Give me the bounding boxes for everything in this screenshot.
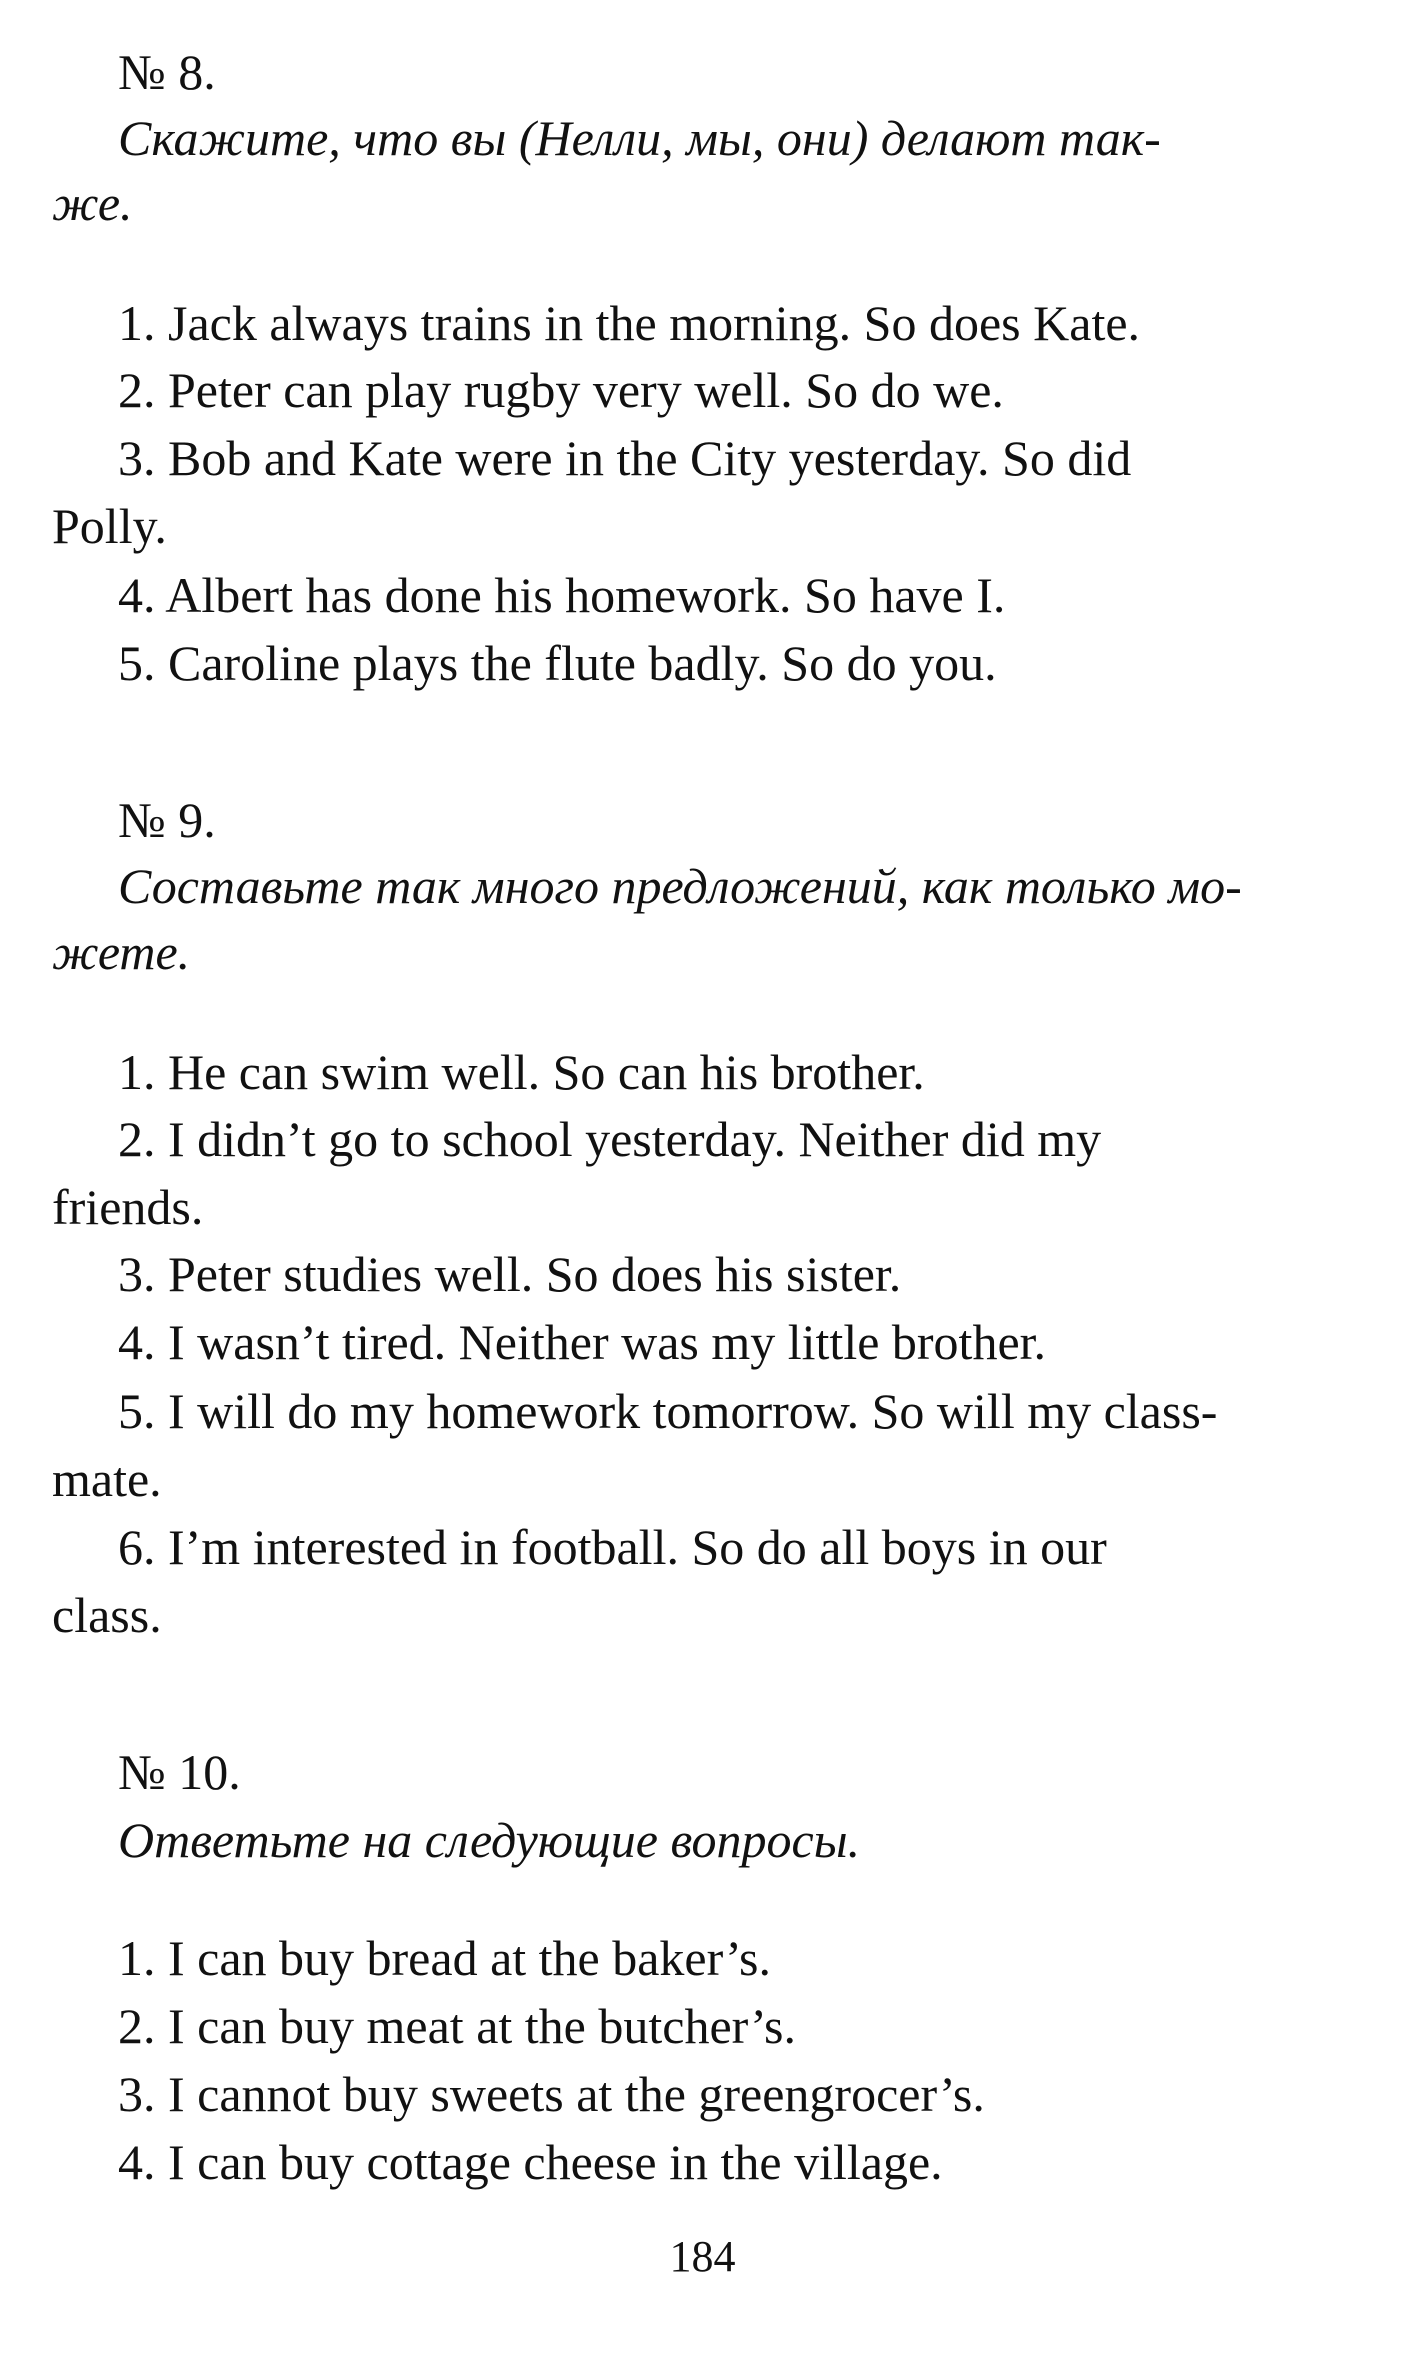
exercise-9-instruction-cont: жете. <box>52 924 191 980</box>
exercise-10-number: № 10. <box>118 1744 241 1800</box>
exercise-8-item: 3. Bob and Kate were in the City yesterday. So did <box>118 430 1132 486</box>
exercise-9-item: 3. Peter studies well. So does his sister. <box>118 1246 902 1302</box>
exercise-9-item: 6. I’m interested in football. So do all boys in our <box>118 1519 1107 1575</box>
exercise-10-item: 2. I can buy meat at the butcher’s. <box>118 1998 797 2054</box>
exercise-9-item: 5. I will do my homework tomorrow. So will my class- <box>118 1383 1218 1439</box>
exercise-10-item: 1. I can buy bread at the baker’s. <box>118 1930 771 1986</box>
exercise-8-item: 4. Albert has done his homework. So have I. <box>118 567 1006 623</box>
exercise-8-instruction-cont: же. <box>52 175 133 231</box>
exercise-9-item-cont: mate. <box>52 1451 162 1507</box>
exercise-9-item-cont: friends. <box>52 1179 204 1235</box>
exercise-10-instruction: Ответьте на следующие вопросы. <box>118 1812 861 1868</box>
exercise-8-instruction: Скажите, что вы (Нелли, мы, они) делают так- <box>118 110 1161 166</box>
exercise-8-item: 5. Caroline plays the flute badly. So do you. <box>118 635 997 691</box>
exercise-9-item: 4. I wasn’t tired. Neither was my little brother. <box>118 1314 1047 1370</box>
exercise-9-number: № 9. <box>118 792 216 848</box>
exercise-9-item-cont: class. <box>52 1587 162 1643</box>
page-number: 184 <box>669 2232 736 2281</box>
exercise-9-instruction: Составьте так много предложений, как только мо- <box>118 858 1242 914</box>
exercise-8-item-cont: Polly. <box>52 498 167 554</box>
exercise-8-item: 2. Peter can play rugby very well. So do we. <box>118 362 1004 418</box>
exercise-9-item: 1. He can swim well. So can his brother. <box>118 1044 925 1100</box>
exercise-8-number: № 8. <box>118 44 216 100</box>
exercise-10-item: 3. I cannot buy sweets at the greengrocer’s. <box>118 2066 985 2122</box>
exercise-10-item: 4. I can buy cottage cheese in the village. <box>118 2134 943 2190</box>
exercise-8-item: 1. Jack always trains in the morning. So does Kate. <box>118 295 1141 351</box>
exercise-9-item: 2. I didn’t go to school yesterday. Neither did my <box>118 1111 1102 1167</box>
